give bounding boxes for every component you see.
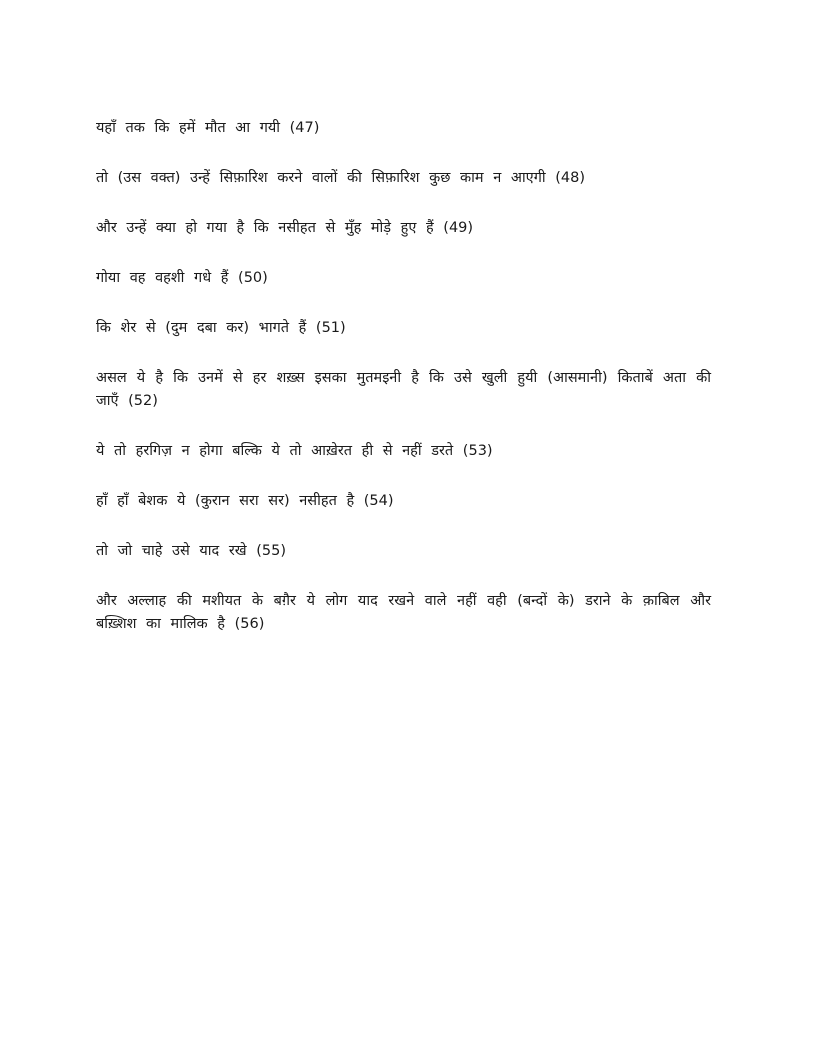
verse-50: गोया वह वहशी गधे हैं (50) [96,270,268,286]
verse-53: ये तो हरगिज़ न होगा बल्कि ये तो आख़ेरत ही से नहीं डरते (53) [96,443,493,459]
document-page [96,117,711,663]
verse-52: असल ये है कि उनमें से हर शख़्स इसका मुतमइनी है कि उसे खुली हुयी (आसमानी) किताबें अता की जाएँ (52) [96,370,711,409]
verse-56: और अल्लाह की मशीयत के बग़ैर ये लोग याद रखने वाले नहीं वही (बन्दों के) डराने के क़ाबिल और बख़्शिश का मालिक है (56) [96,593,711,632]
verse-48: तो (उस वक्त) उन्हें सिफ़ारिश करने वालों की सिफ़ारिश कुछ काम न आएगी (48) [96,170,585,186]
verse-47: यहाँ तक कि हमें मौत आ गयी (47) [96,120,320,136]
verse-49: और उन्हें क्या हो गया है कि नसीहत से मुँह मोड़े हुए हैं (49) [96,220,474,236]
verse-54: हाँ हाँ बेशक ये (कुरान सरा सर) नसीहत है (54) [96,493,394,509]
verse-55: तो जो चाहे उसे याद रखे (55) [96,543,287,559]
verse-51: कि शेर से (दुम दबा कर) भागते हैं (51) [96,320,346,336]
